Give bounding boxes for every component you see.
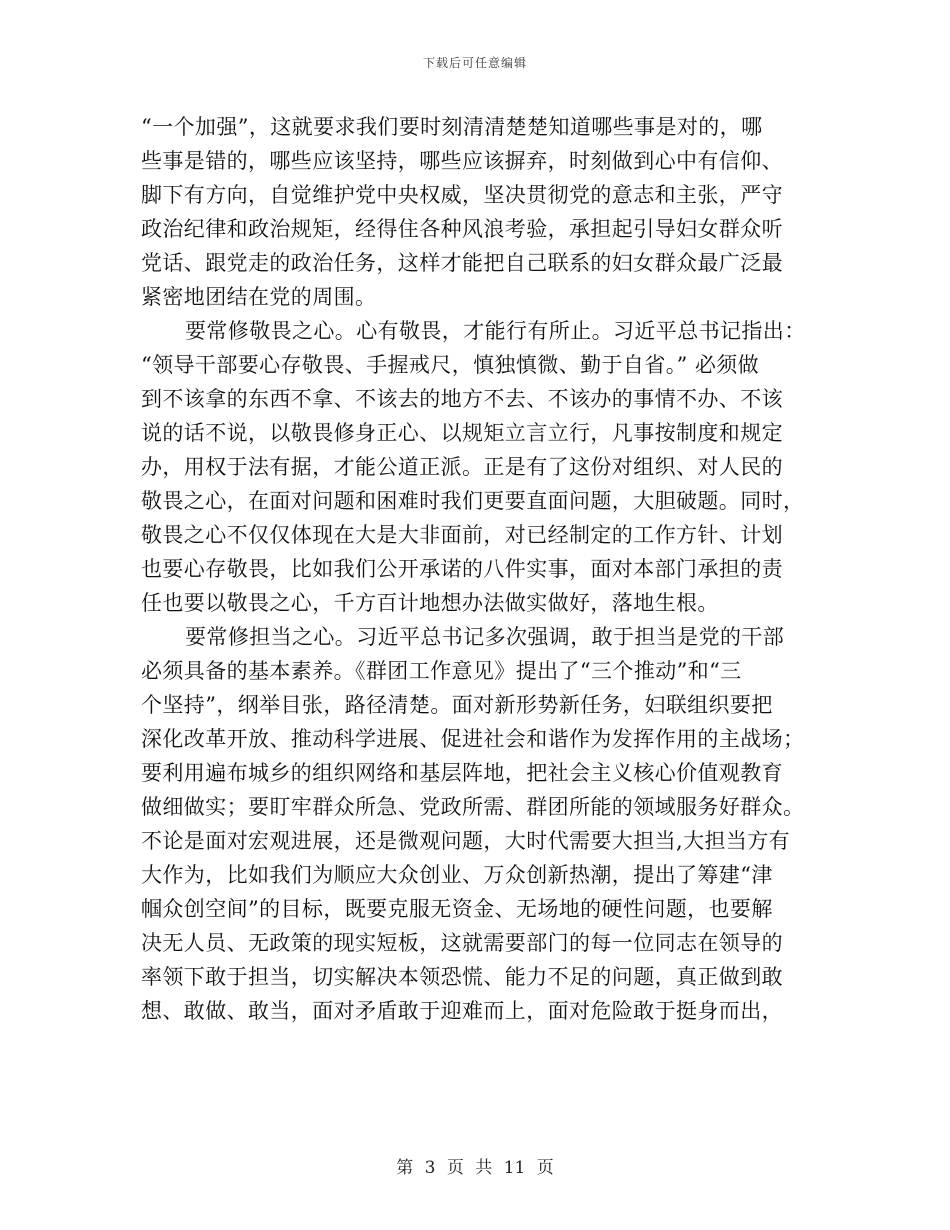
page-header: 下载后可任意编辑 <box>422 56 527 70</box>
page-number: 第 3 页 共 11 页 <box>396 1158 554 1178</box>
document-body <box>141 110 809 1028</box>
text-line: 深化改革开放、推动科学进展、促进社会和谐作为发挥作用的主战场； <box>141 727 805 751</box>
text-line: 到不该拿的东西不拿、不该去的地方不去、不该办的事情不办、不该 <box>141 387 783 411</box>
text-line: 紧密地团结在党的周围。 <box>141 285 377 309</box>
text-line: 必须具备的基本素养。《群团工作意见》提出了“三个推动”和“三 <box>141 659 742 683</box>
text-line: 不论是面对宏观进展，还是微观问题，大时代需要大担当,大担当方有 <box>141 829 791 853</box>
text-line: 办，用权于法有据，才能公道正派。正是有了这份对组织、对人民的 <box>141 455 783 479</box>
paragraph-reverence <box>141 314 809 620</box>
text-line: 做细做实；要盯牢群众所急、党政所需、群团所能的领域服务好群众。 <box>141 795 805 819</box>
text-line: 敬畏之心不仅仅体现在大是大非面前，对已经制定的工作方针、计划 <box>141 523 783 547</box>
text-line: 些事是错的，哪些应该坚持，哪些应该摒弃，时刻做到心中有信仰、 <box>141 149 783 173</box>
text-line: 想、敢做、敢当，面对矛盾敢于迎难而上，面对危险敢于挺身而出， <box>141 999 783 1023</box>
text-line: “领导干部要心存敬畏、手握戒尺，慎独慎微、勤于自省。” 必须做 <box>141 353 760 377</box>
text-line: 大作为，比如我们为顺应大众创业、万众创新热潮，提出了筹建“津 <box>141 863 773 887</box>
text-line: 敬畏之心，在面对问题和困难时我们更要直面问题，大胆破题。同时， <box>141 489 805 513</box>
text-line: 帼众创空间”的目标，既要克服无资金、无场地的硬性问题，也要解 <box>141 897 773 921</box>
paragraph-responsibility <box>141 620 809 1028</box>
text-line: 任也要以敬畏之心，千方百计地想办法做实做好，落地生根。 <box>141 591 719 615</box>
paragraph-continuation <box>141 110 809 314</box>
text-line: 要常修敬畏之心。心有敬畏，才能行有所止。习近平总书记指出： <box>185 319 806 343</box>
text-line: 也要心存敬畏，比如我们公开承诺的八件实事，面对本部门承担的责 <box>141 557 783 581</box>
text-line: 脚下有方向，自觉维护党中央权威，坚决贯彻党的意志和主张，严守 <box>141 183 783 207</box>
text-line: 个坚持”，纲举目张，路径清楚。面对新形势新任务，妇联组织要把 <box>141 693 773 717</box>
text-line: 说的话不说，以敬畏修身正心、以规矩立言立行，凡事按制度和规定 <box>141 421 783 445</box>
text-line: 党话、跟党走的政治任务，这样才能把自己联系的妇女群众最广泛最 <box>141 251 783 275</box>
text-line: 率领下敢于担当，切实解决本领恐慌、能力不足的问题，真正做到敢 <box>141 965 783 989</box>
text-line: 要利用遍布城乡的组织网络和基层阵地，把社会主义核心价值观教育 <box>141 761 783 785</box>
text-line: 政治纪律和政治规矩，经得住各种风浪考验，承担起引导妇女群众听 <box>141 217 783 241</box>
text-line: “一个加强”，这就要求我们要时刻清清楚楚知道哪些事是对的，哪 <box>141 115 763 139</box>
text-line: 决无人员、无政策的现实短板，这就需要部门的每一位同志在领导的 <box>141 931 783 955</box>
text-line: 要常修担当之心。习近平总书记多次强调，敢于担当是党的干部 <box>185 625 785 649</box>
